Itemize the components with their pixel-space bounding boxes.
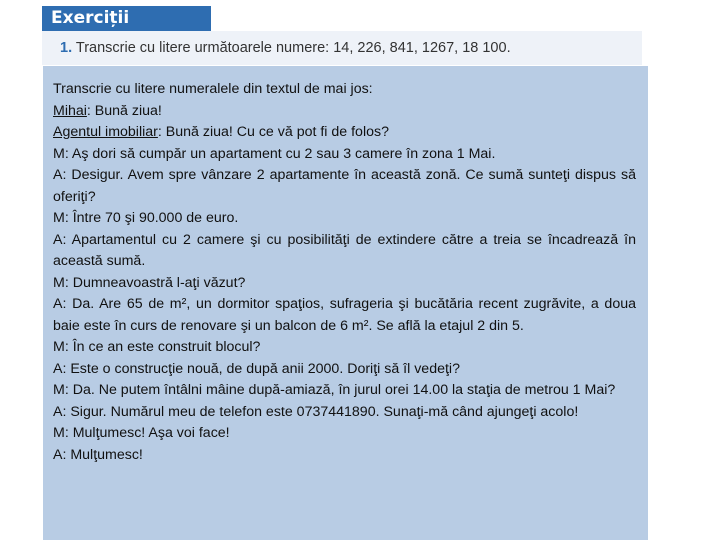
dialogue-line: A: Sigur. Numărul meu de telefon este 0737441890. Sunaţi-mă când ajungeţi acolo!: [53, 403, 579, 420]
dialogue-line: M: În ce an este construit blocul?: [53, 339, 261, 355]
dialogue-text: : Bună ziua!: [86, 102, 162, 119]
dialogue-instruction: Transcrie cu litere numeralele din textul de mai jos:: [53, 81, 373, 97]
exercise-text: Transcrie cu litere următoarele numere: 14, 226, 841, 1267, 18 100.: [75, 40, 511, 56]
speaker-name: Mihai: [53, 102, 87, 119]
dialogue-line: A: Desigur. Avem spre vânzare 2 apartamente în această zonă. Ce sumă sunteţi dispus să oferiţi?: [53, 167, 636, 205]
dialogue-panel: [43, 66, 648, 540]
dialogue-text: : Bună ziua! Cu ce vă pot fi de folos?: [157, 124, 389, 140]
dialogue-line: A: Este o construcţie nouă, de după anii 2000. Doriţi să îl vedeţi?: [53, 360, 460, 377]
section-title: Exerciții: [42, 6, 211, 31]
exercise-1: [42, 31, 642, 65]
exercise-number: 1.: [60, 40, 73, 56]
dialogue-line: M: Aş dori să cumpăr un apartament cu 2 sau 3 camere în zona 1 Mai.: [53, 145, 496, 162]
dialogue-line: [53, 122, 636, 144]
speaker-name: Agentul imobiliar: [53, 124, 158, 140]
dialogue-line: [53, 101, 636, 123]
dialogue-line: A: Mulţumesc!: [53, 446, 143, 463]
dialogue-line: A: Apartamentul cu 2 camere şi cu posibilităţi de extindere către a treia se încadrează în această sumă.: [53, 231, 636, 269]
dialogue-line: M: Dumneavoastră l-aţi văzut?: [53, 274, 246, 291]
dialogue-line: M: Mulţumesc! Aşa voi face!: [53, 425, 230, 441]
dialogue-line: M: Între 70 şi 90.000 de euro.: [53, 210, 239, 226]
dialogue-line: A: Da. Are 65 de m², un dormitor spaţios, sufrageria şi bucătăria recent zugrăvite, a doua baie este în curs de renovare şi un balcon de 6 m². Se află la etajul 2 din 5.: [53, 296, 636, 334]
dialogue-line: M: Da. Ne putem întâlni mâine după-amiază, în jurul orei 14.00 la staţia de metrou 1 Mai?: [53, 382, 616, 398]
